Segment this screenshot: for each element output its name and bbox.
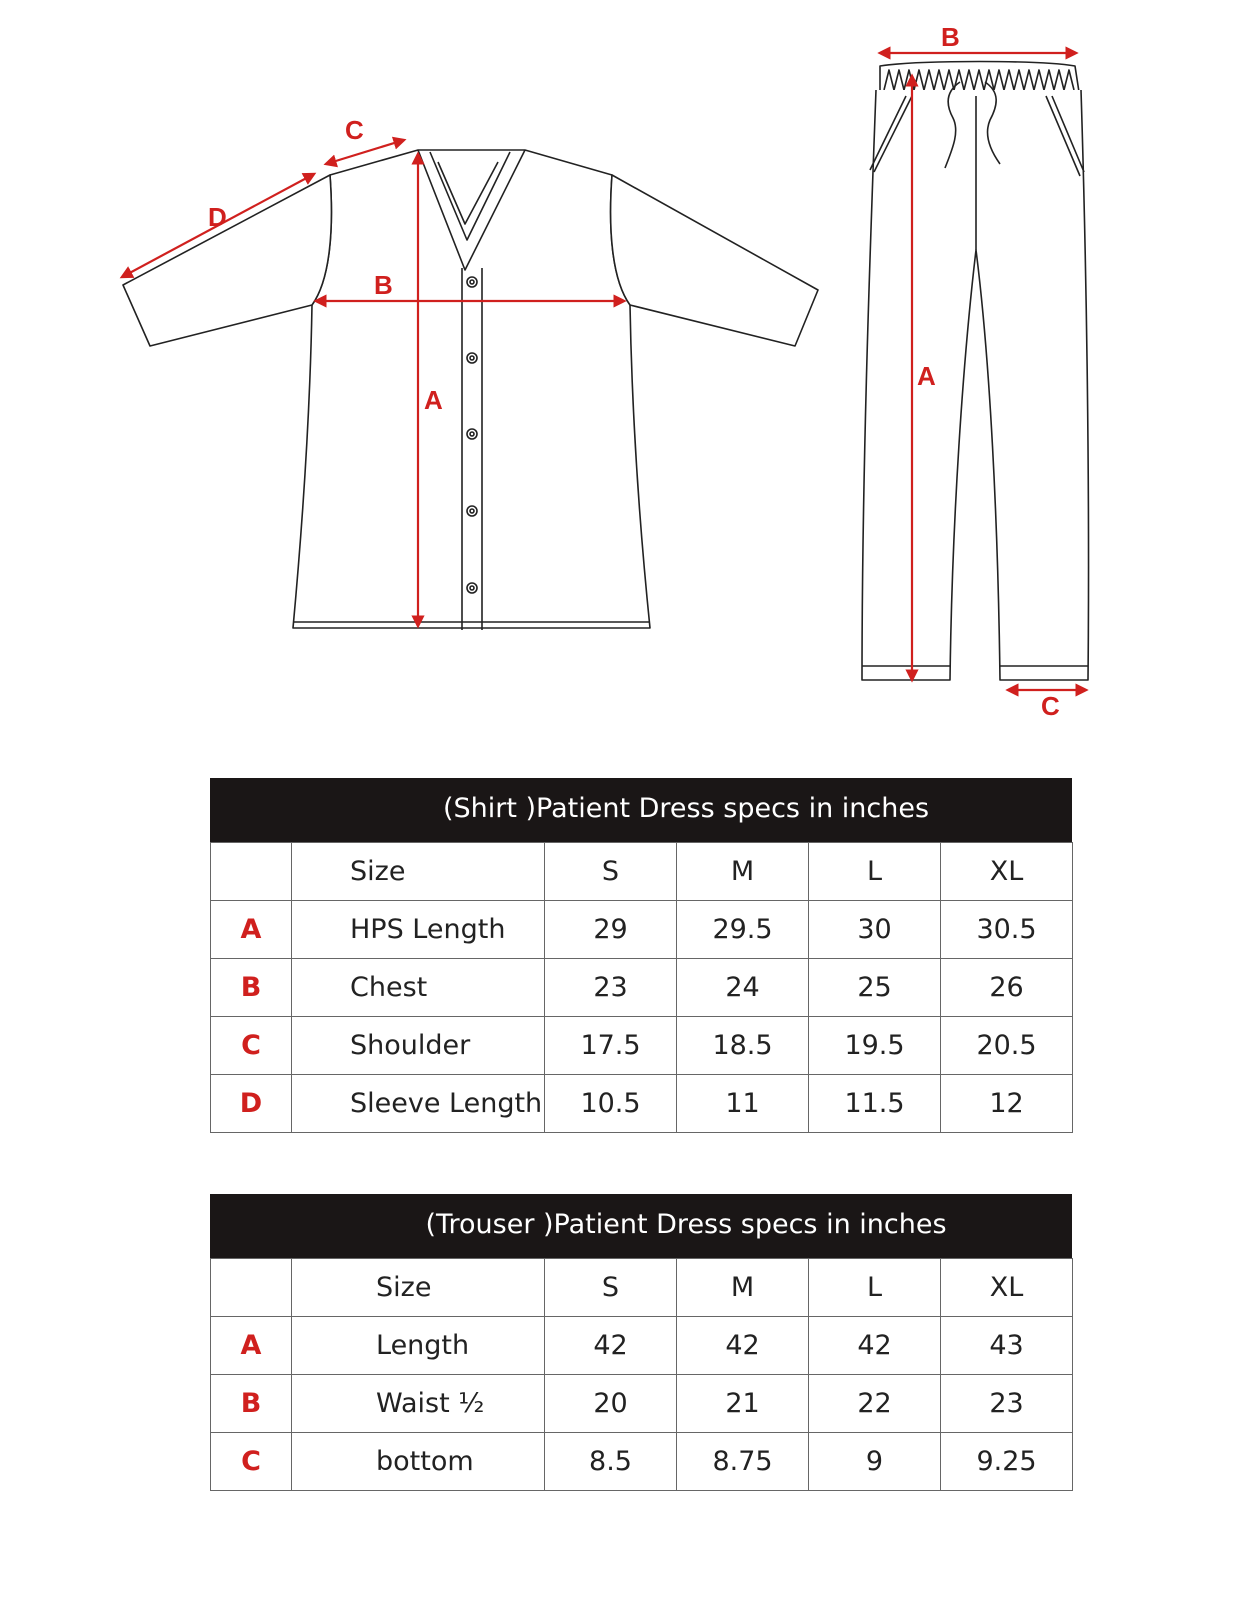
value-cell: 42	[677, 1317, 809, 1375]
empty-cell	[211, 843, 292, 901]
row-name: Shoulder	[292, 1017, 545, 1075]
value-cell: 9	[809, 1433, 941, 1491]
value-cell: 23	[545, 959, 677, 1017]
value-cell: 30	[809, 901, 941, 959]
row-code: A	[211, 901, 292, 959]
value-cell: 8.5	[545, 1433, 677, 1491]
table-row	[211, 1317, 1073, 1375]
size-l-header: L	[809, 1259, 941, 1317]
row-code: C	[211, 1433, 292, 1491]
trouser-label-b: B	[941, 22, 960, 52]
value-cell: 11	[677, 1075, 809, 1133]
row-code: B	[211, 959, 292, 1017]
value-cell: 42	[809, 1317, 941, 1375]
row-code: D	[211, 1075, 292, 1133]
value-cell: 12	[941, 1075, 1073, 1133]
size-header: Size	[292, 1259, 545, 1317]
value-cell: 17.5	[545, 1017, 677, 1075]
row-code: A	[211, 1317, 292, 1375]
value-cell: 10.5	[545, 1075, 677, 1133]
table-header-row	[211, 843, 1073, 901]
value-cell: 25	[809, 959, 941, 1017]
row-name: Length	[292, 1317, 545, 1375]
value-cell: 8.75	[677, 1433, 809, 1491]
row-name: HPS Length	[292, 901, 545, 959]
shirt-label-d: D	[208, 202, 227, 232]
value-cell: 43	[941, 1317, 1073, 1375]
shirt-label-a: A	[424, 385, 443, 415]
shirt-label-b: B	[374, 270, 393, 300]
value-cell: 26	[941, 959, 1073, 1017]
size-m-header: M	[677, 1259, 809, 1317]
table-row	[211, 1433, 1073, 1491]
trouser-spec-table	[210, 1194, 1072, 1491]
value-cell: 42	[545, 1317, 677, 1375]
row-name: Sleeve Length	[292, 1075, 545, 1133]
value-cell: 21	[677, 1375, 809, 1433]
value-cell: 22	[809, 1375, 941, 1433]
value-cell: 29	[545, 901, 677, 959]
trouser-table-title: (Trouser )Patient Dress specs in inches	[210, 1194, 1072, 1258]
table-row	[211, 1375, 1073, 1433]
size-header: Size	[292, 843, 545, 901]
shirt-spec-table	[210, 778, 1072, 1133]
empty-cell	[211, 1259, 292, 1317]
value-cell: 20.5	[941, 1017, 1073, 1075]
row-code: B	[211, 1375, 292, 1433]
trouser-label-c: C	[1041, 691, 1060, 721]
table-row	[211, 1075, 1073, 1133]
value-cell: 20	[545, 1375, 677, 1433]
row-name: Waist ½	[292, 1375, 545, 1433]
value-cell: 29.5	[677, 901, 809, 959]
value-cell: 11.5	[809, 1075, 941, 1133]
row-name: bottom	[292, 1433, 545, 1491]
value-cell: 30.5	[941, 901, 1073, 959]
size-xl-header: XL	[941, 1259, 1073, 1317]
size-s-header: S	[545, 1259, 677, 1317]
value-cell: 19.5	[809, 1017, 941, 1075]
size-m-header: M	[677, 843, 809, 901]
value-cell: 18.5	[677, 1017, 809, 1075]
trouser-label-a: A	[917, 361, 936, 391]
table-row	[211, 1017, 1073, 1075]
size-l-header: L	[809, 843, 941, 901]
table-row	[211, 959, 1073, 1017]
shirt-illustration	[123, 150, 818, 630]
row-name: Chest	[292, 959, 545, 1017]
table-header-row	[211, 1259, 1073, 1317]
garment-measurement-diagram	[0, 0, 1236, 760]
value-cell: 23	[941, 1375, 1073, 1433]
value-cell: 24	[677, 959, 809, 1017]
table-row	[211, 901, 1073, 959]
trouser-size-grid	[210, 1258, 1073, 1491]
trouser-illustration	[862, 62, 1089, 681]
shirt-label-c: C	[345, 115, 364, 145]
shirt-table-title: (Shirt )Patient Dress specs in inches	[210, 778, 1072, 842]
size-s-header: S	[545, 843, 677, 901]
size-xl-header: XL	[941, 843, 1073, 901]
value-cell: 9.25	[941, 1433, 1073, 1491]
row-code: C	[211, 1017, 292, 1075]
shirt-size-grid	[210, 842, 1073, 1133]
